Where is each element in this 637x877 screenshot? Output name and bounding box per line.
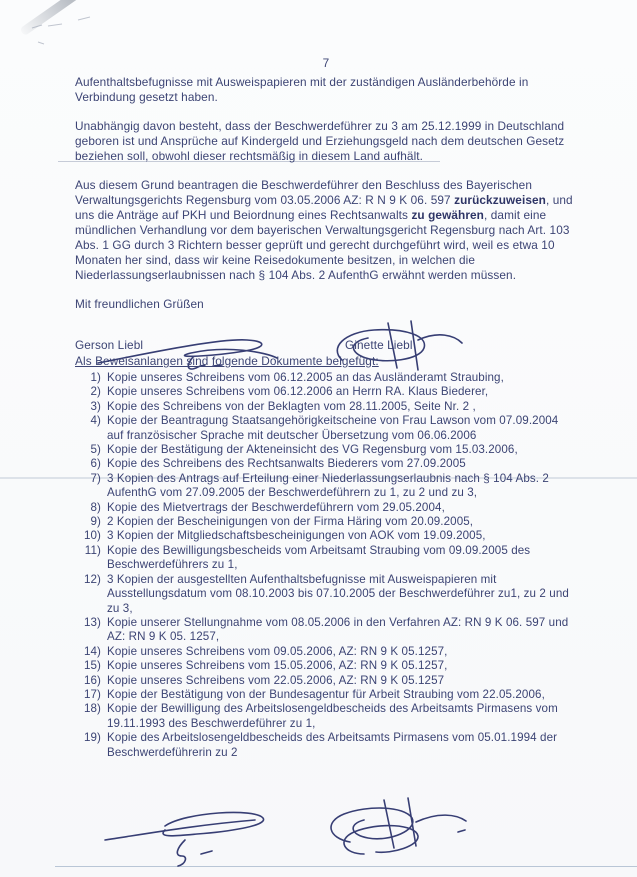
list-item [75,371,577,385]
list-item-text: Kopie unseres Schreibens vom 22.05.2006, AZ: RN 9 K 05.1257 [107,673,445,687]
list-item-number: 14) [83,644,101,658]
list-item-text: Kopie des Mietvertrags der Beschwerdeführern vom 29.05.2004, [107,500,445,514]
list-item-text: Kopie unseres Schreibens vom 15.05.2006, AZ: RN 9 K 05.1257, [107,659,448,673]
list-item-number: 4) [90,414,101,428]
list-item [75,674,577,688]
list-item-text: Kopie des Bewilligungsbescheids vom Arbeitsamt Straubing vom 09.09.2005 des Beschwerdeführers zu 1, [107,543,531,572]
list-item-text: Kopie unseres Schreibens vom 06.12.2006 an Herrn RA. Klaus Biederer, [107,385,489,399]
list-item-text: Kopie der Bestätigung der Akteneinsicht des VG Regensburg vom 15.03.2006, [107,443,518,457]
list-item-text: 3 Kopien der Mitgliedschaftsbescheinigungen von AOK vom 19.09.2005, [107,529,486,543]
list-item-number: 16) [83,673,101,687]
list-item [75,457,577,471]
list-item [75,414,577,443]
body-text: Aufenthaltsbefugnisse mit Ausweispapieren mit der zuständigen Ausländerbehörde in Verbindung gesetzt haben. [75,75,529,104]
list-item [75,659,577,673]
list-item-number: 19) [83,731,101,745]
list-item-text: Kopie unseres Schreibens vom 06.12.2005 an das Ausländeramt Straubing, [107,371,504,384]
list-item-number: 10) [83,529,101,543]
pen-marks-artifact [28,12,118,52]
list-item [75,515,577,529]
body-text: , damit eine mündlichen Verhandlung vor dem bayerischen Verwaltungsgericht Regensburg nach Art. 103 Abs. 1 GG durch 3 Richtern besser geprüft und gerecht durchgeführt wird, weil es etwa 10 Monaten her sind, dass wir keine Reisedokumente besitzen, in welchen die Niederlassungserlaubnissen nach § 104 Abs. 2 AufenthG erwähnt werden müssen. [75,208,570,282]
emphasis-text: zu gewähren [411,208,484,222]
list-item-number: 5) [90,443,101,457]
list-item [75,443,577,457]
list-item [75,544,577,573]
list-item-text: Kopie der Bewilligung des Arbeitslosengeldbescheids des Arbeitsamts Pirmasens vom 19.11.1993 des Beschwerdeführer zu 1, [107,702,558,730]
signature-gerson-liebl-bottom [103,804,281,868]
emphasis-text: zurückzuweisen [454,193,546,207]
list-item [75,645,577,659]
list-item-text: Kopie der Bestätigung von der Bundesagentur für Arbeit Straubing vom 22.05.2006, [107,687,545,701]
list-item-number: 8) [90,500,101,514]
signature-ginette-liebl-bottom [318,794,470,862]
list-item-text: Kopie des Schreibens von der Beklagten vom 28.11.2005, Seite Nr. 2 , [107,399,476,413]
list-item-text: Kopie unserer Stellungnahme vom 08.05.2006 in den Verfahren AZ: RN 9 K 06. 597 und AZ: RN 9 K 05. 1257, [107,615,569,644]
list-item-number: 9) [90,515,101,529]
list-item [75,400,577,414]
list-item [75,573,577,616]
list-item-number: 11) [84,543,101,557]
list-item-text: Kopie unseres Schreibens vom 09.05.2006, AZ: RN 9 K 05.1257, [107,644,448,658]
attachments-heading: Als Beweisanlangen sind folgende Dokumente beigefügt: [75,354,379,368]
paragraph-intro [75,75,577,105]
list-item [75,472,577,501]
signatory-names [75,338,577,353]
list-item-text: Kopie des Schreibens des Rechtsanwalts Biederers vom 27.09.2005 [107,457,466,471]
list-item-number: 18) [83,702,101,716]
list-item [75,688,577,702]
page-number: 7 [322,56,330,70]
list-item [75,501,577,515]
body-text: Unabhängig davon besteht, dass der Beschwerdeführer zu 3 am 25.12.1999 in Deutschland geboren ist und Ansprüche auf Kindergeld und Erziehungsgeld nach dem deutschen Gesetz beziehen soll, obwohl dieser rechtsmäßig in diesem Land aufhält. [75,119,565,163]
paragraph-kindergeld [75,119,577,164]
list-item-text: Kopie des Arbeitslosengeldbescheids des Arbeitsamts Pirmasens vom 05.01.1994 der Beschwerdeführerin zu 2 [107,731,558,759]
list-item [75,616,577,645]
list-item-text: Kopie der Beantragung Staatsangehörigkeitscheine von Frau Lawson vom 07.09.2004 auf französischer Sprache mit deutscher Übersetzung vom 06.06.2006 [107,414,559,442]
body-text: , und uns die Anträge auf PKH und Beiordnung eines Rechtsanwalts [75,193,573,222]
list-item [75,731,577,760]
attachments-list [75,371,577,760]
list-item-number: 3) [90,399,101,413]
list-item-number: 13) [83,615,101,629]
list-item-number: 12) [83,572,101,586]
list-item-text: 2 Kopien der Bescheinigungen von der Firma Häring vom 20.09.2005, [107,515,474,529]
list-item [75,385,577,399]
list-item-number: 2) [90,385,101,399]
body-text: Aus diesem Grund beantragen die Beschwerdeführer den Beschluss des Bayerischen Verwaltungsgerichts Regensburg vom 03.05.2006 AZ: R N 9 K 06. 597 [75,178,532,207]
list-item-text: 3 Kopien des Antrags auf Erteilung einer Niederlassungserlaubnis nach § 104 Abs. 2 AufenthG vom 27.09.2005 der Beschwerdeführern zu 1, zu 2 und zu 3, [107,471,549,500]
signatory-name-ginette: Ginette Liebl [345,338,413,352]
list-item-number: 1) [90,371,101,384]
list-item-text: 3 Kopien der ausgestellten Aufenthaltsbefugnisse mit Ausweispapieren mit Ausstellungsdatum vom 08.10.2003 bis 07.10.2005 der Beschwerdeführer zu1, zu 2 und zu 3, [107,572,569,615]
closing-salutation: Mit freundlichen Grüßen [75,297,204,311]
list-item-number: 15) [83,659,101,673]
letter-body [75,56,577,760]
list-item-number: 17) [83,687,101,701]
list-item [75,702,577,731]
signatory-name-gerson: Gerson Liebl [75,338,144,352]
list-item [75,529,577,543]
paragraph-antrag [75,178,577,283]
list-item-number: 7) [90,471,101,485]
list-item-number: 6) [90,457,101,471]
